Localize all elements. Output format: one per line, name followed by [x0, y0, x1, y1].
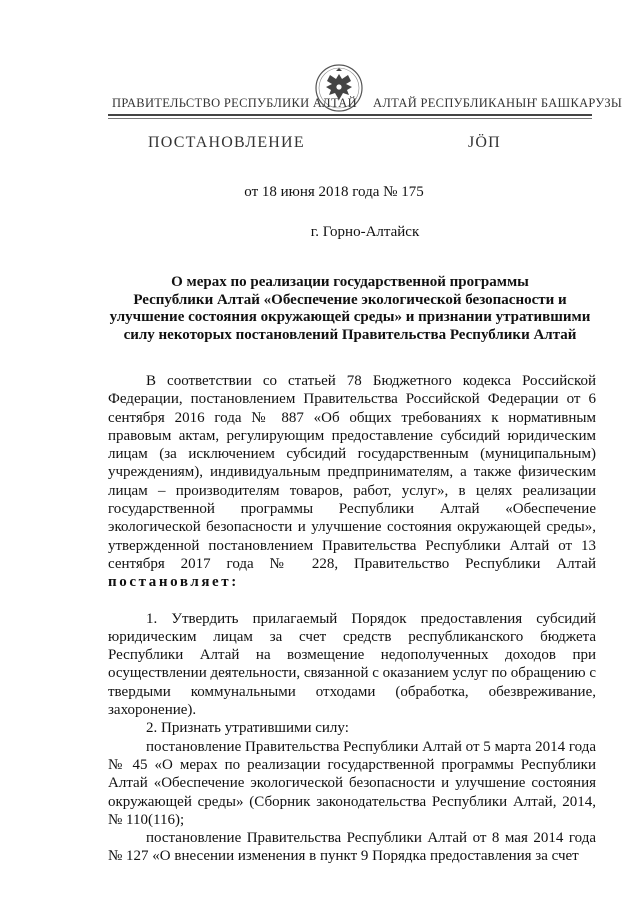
title-line: силу некоторых постановлений Правительства Республики Алтай — [123, 326, 577, 343]
government-name-altai: АЛТАЙ РЕСПУБЛИКАНЫҤ БАШКАРУЗЫ — [373, 96, 623, 110]
item-1-paragraph: 1. Утвердить прилагаемый Порядок предоставления субсидий юридическим лицам за счет средств республиканского бюджета Республики Алтай на возмещение недополученных доходов при осуществлении деятельности, связанной с оказанием услуг по обращению с твердыми коммунальными отходами (обработка, обезвреживание, захоронение). — [108, 610, 596, 719]
preamble-paragraph — [108, 372, 596, 592]
header-divider-thick — [108, 114, 592, 116]
preamble-text: В соответствии со статьей 78 Бюджетного кодекса Российской Федерации, постановлением Правительства Российской Федерации от 6 сентября 2016 года № 887 «Об общих требованиях к нормативным правовым актам, регулирующим предоставление субсидий юридическим лицам (за исключением субсидий государственным (муниципальным) учреждениям), индивидуальным предпринимателям, а также физическим лицам – производителям товаров, работ, услуг», в целях реализации государственной программы Республики Алтай «Обеспечение экологической безопасности и улучшение состояния окружающей среды», утвержденной постановлением Правительства Республики Алтай от 13 сентября 2017 года № 228, Правительство Республики Алтай — [108, 373, 596, 572]
document-body — [108, 372, 596, 866]
document-type-russian: ПОСТАНОВЛЕНИЕ — [148, 134, 305, 151]
header-divider-thin — [108, 118, 592, 119]
title-line: улучшение состояния окружающей среды» и признании утратившими — [109, 309, 591, 325]
government-name-russian: ПРАВИТЕЛЬСТВО РЕСПУБЛИКИ АЛТАЙ — [112, 96, 357, 110]
document-title — [100, 274, 600, 344]
item-2a-paragraph: постановление Правительства Республики Алтай от 5 марта 2014 года № 45 «О мерах по реализации государственной программы Республики Алтай «Обеспечение экологической безопасности и улучшение состояния окружающей среды» (Сборник законодательства Республики Алтай, 2014, № 110(116); — [108, 738, 596, 828]
title-line: Республики Алтай «Обеспечение экологической безопасности и — [133, 291, 567, 308]
document-city: г. Горно-Алтайск — [310, 224, 420, 240]
paragraph-gap — [108, 592, 596, 610]
item-2b-paragraph: постановление Правительства Республики Алтай от 8 мая 2014 года № 127 «О внесении изменения в пункт 9 Порядка предоставления за счет — [108, 830, 596, 865]
document-type-altai: ЈӦП — [468, 134, 501, 151]
item-2-paragraph: 2. Признать утратившими силу: — [146, 720, 349, 737]
title-line: О мерах по реализации государственной программы — [171, 274, 529, 290]
decree-word: постановляет: — [108, 574, 239, 591]
document-date-number: от 18 июня 2018 года № 175 — [244, 184, 424, 200]
